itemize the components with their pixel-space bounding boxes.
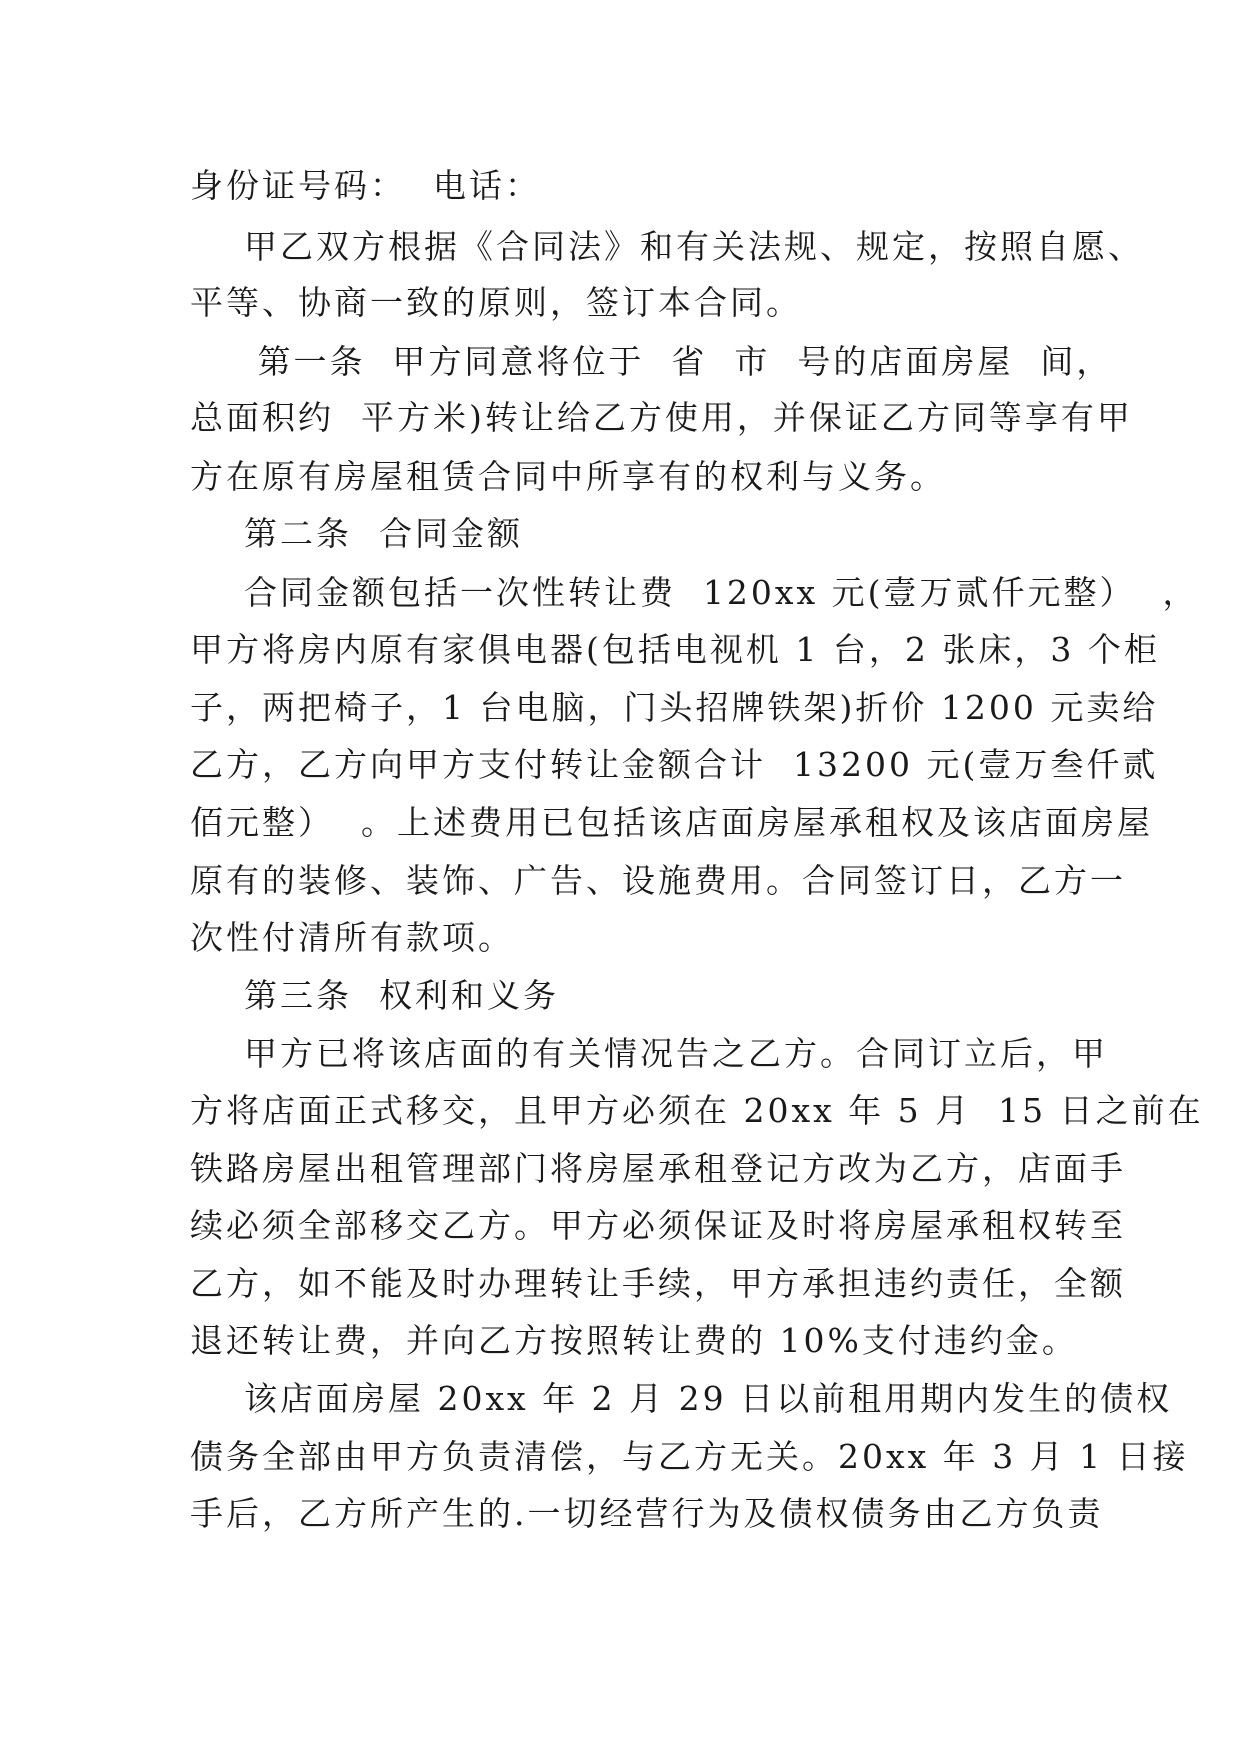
line-1: 身份证号码： 电话： [190, 166, 541, 205]
line-16: 甲方已将该店面的有关情况告之乙方。合同订立后，甲 [190, 1034, 1108, 1073]
line-7: 第二条 合同金额 [190, 514, 523, 553]
line-2: 甲乙双方根据《合同法》和有关法规、规定，按照自愿、 [190, 227, 1144, 266]
line-9: 甲方将房内原有家俱电器(包括电视机 1 台，2 张床，3 个柜 [190, 630, 1160, 669]
line-18: 铁路房屋出租管理部门将房屋承租登记方改为乙方，店面手 [190, 1149, 1126, 1188]
line-6: 方在原有房屋租赁合同中所享有的权利与义务。 [190, 457, 946, 496]
line-4: 第一条 甲方同意将位于 省 市 号的店面房屋 间， [190, 342, 1113, 381]
line-20: 乙方，如不能及时办理转让手续，甲方承担违约责任，全额 [190, 1264, 1126, 1303]
line-15: 第三条 权利和义务 [190, 976, 559, 1015]
line-24: 手后，乙方所产生的.一切经营行为及债权债务由乙方负责 [190, 1494, 1104, 1533]
line-21: 退还转让费，并向乙方按照转让费的 10%支付违约金。 [190, 1321, 1078, 1360]
line-17: 方将店面正式移交，且甲方必须在 20xx 年 5 月 15 日之前在 [190, 1091, 1204, 1130]
line-19: 续必须全部移交乙方。甲方必须保证及时将房屋承租权转至 [190, 1206, 1126, 1245]
line-14: 次性付清所有款项。 [190, 918, 514, 957]
line-8: 合同金额包括一次性转让费 120xx 元(壹万贰仟元整） ， [190, 573, 1199, 612]
line-3: 平等、协商一致的原则，签订本合同。 [190, 283, 802, 322]
line-10: 子，两把椅子，1 台电脑，门头招牌铁架)折价 1200 元卖给 [190, 688, 1159, 727]
line-11: 乙方，乙方向甲方支付转让金额合计 13200 元(壹万叁仟贰 [190, 745, 1159, 784]
line-12: 佰元整） 。上述费用已包括该店面房屋承租权及该店面房屋 [190, 803, 1153, 842]
line-23: 债务全部由甲方负责清偿，与乙方无关。20xx 年 3 月 1 日接 [190, 1437, 1189, 1476]
line-13: 原有的装修、装饰、广告、设施费用。合同签订日，乙方一 [190, 861, 1126, 900]
line-22: 该店面房屋 20xx 年 2 月 29 日以前租用期内发生的债权 [190, 1379, 1173, 1418]
line-5: 总面积约 平方米)转让给乙方使用，并保证乙方同等享有甲 [190, 398, 1133, 437]
